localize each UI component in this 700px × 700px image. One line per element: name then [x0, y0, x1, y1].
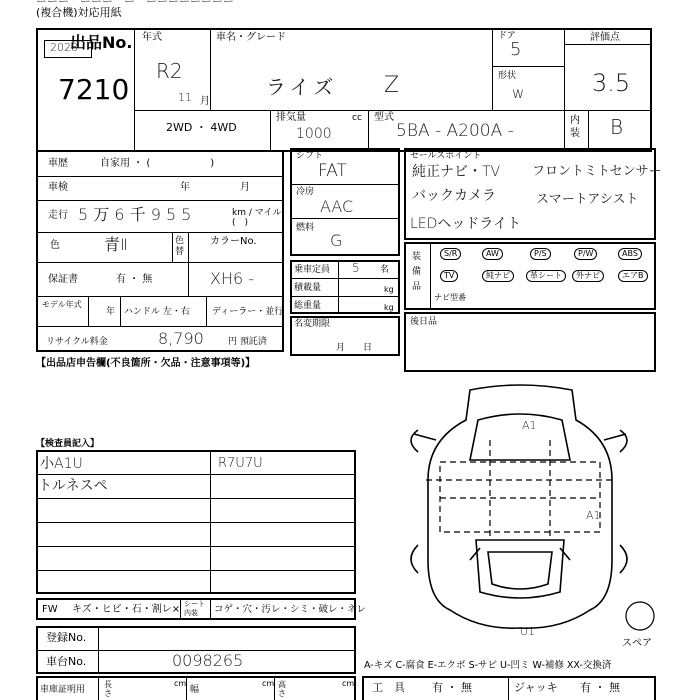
- chassis-value: 0098265: [172, 651, 244, 670]
- reg-label: 登録No.: [46, 631, 87, 644]
- year-label: 年式: [142, 32, 162, 43]
- equip-ext-navi: 外ナビ: [572, 270, 604, 282]
- inspection-label: 車検: [48, 182, 68, 193]
- history-value: 自家用 ・ ( ): [100, 158, 215, 169]
- weight-label: 総重量: [294, 301, 322, 311]
- sales-point-5: LEDヘッドライト: [410, 216, 522, 232]
- weight-unit: kg: [384, 303, 394, 312]
- form-subtitle: (複合機)対応用紙: [36, 6, 122, 19]
- cert-height: 高さ: [278, 680, 286, 698]
- later-items-label: 後日品: [410, 317, 438, 327]
- interior-label: 内装: [570, 115, 580, 139]
- cert-height-unit: cm: [342, 679, 355, 688]
- shift-label: シフト: [296, 151, 324, 161]
- reg-change-label: 名変期限: [294, 319, 331, 329]
- fw-label: FW: [42, 604, 58, 615]
- sales-point-2: フロントミトセンサー: [532, 164, 662, 179]
- ac-value: AAC: [320, 197, 354, 216]
- recycle-value: 8,790: [158, 329, 204, 348]
- diagram-mark-2: A1: [586, 509, 601, 522]
- seat-value: コゲ・穴・汚レ・シミ・破レ・ネレ: [214, 604, 367, 615]
- recycle-unit: 円 預託済: [228, 337, 267, 347]
- ac-label: 冷房: [296, 187, 315, 197]
- model-code-label: 型式: [374, 112, 394, 123]
- name-label: 車名・グレード: [216, 32, 286, 43]
- sales-point-3: バックカメラ: [412, 188, 496, 204]
- history-label: 車歴: [48, 158, 68, 169]
- damage-legend: A-キズ C-腐食 E-エクボ S-サビ U-凹ミ W-補修 XX-交換済: [364, 660, 612, 671]
- load-label: 積載量: [294, 283, 322, 293]
- equip-sr: S/R: [440, 248, 461, 260]
- interior-value: B: [610, 115, 624, 139]
- warranty-label: 保証書: [48, 274, 78, 285]
- cert-length: 長さ: [104, 680, 112, 698]
- color-label: 色: [50, 240, 60, 251]
- grade-value: Z: [384, 73, 400, 98]
- diagram-mark-3: U1: [520, 625, 536, 638]
- top-line: ーーー ーーー ー ーーーーーーーー: [36, 0, 234, 8]
- lot-label: 出品No.: [70, 33, 133, 52]
- mileage-unit: km / マイル ( ): [232, 208, 282, 228]
- year-month: 11: [178, 91, 192, 104]
- tools-label: 工 具: [372, 681, 405, 694]
- color-value: 青Ⅱ: [104, 235, 128, 254]
- capacity-value: 5: [352, 261, 360, 275]
- shift-value: FAT: [318, 161, 347, 181]
- inspector-note-1: 小A1U: [40, 456, 83, 472]
- tools-value: 有 ・ 無: [432, 681, 472, 694]
- score-value: 3.5: [592, 69, 631, 97]
- fuel-value: G: [330, 231, 343, 250]
- equipment-label: 装備品: [412, 252, 422, 292]
- sales-point-1: 純正ナビ・TV: [412, 164, 501, 180]
- seat-label: シート内装: [184, 600, 205, 617]
- capacity-label: 乗車定員: [294, 265, 331, 275]
- mileage-label: 走行: [48, 210, 68, 221]
- chassis-label: 車台No.: [46, 655, 87, 668]
- sales-points-label: セールスポイント: [410, 151, 482, 161]
- jack-label: ジャッキ: [514, 681, 558, 694]
- color-no-value: XH6 -: [210, 269, 255, 288]
- equip-aw: AW: [482, 248, 503, 260]
- inspector-note-right: R7U7U: [218, 456, 263, 471]
- spare-label: スペア: [622, 638, 652, 649]
- handle-value: ハンドル 左・右: [124, 307, 190, 317]
- score-label: 評価点: [590, 32, 620, 43]
- equip-leather: 革シート: [526, 270, 566, 282]
- color-no-label: カラーNo.: [210, 236, 257, 247]
- equip-abs: ABS: [618, 248, 642, 260]
- displacement-label: 排気量: [276, 112, 306, 123]
- recycle-label: リサイクル料金: [46, 337, 108, 347]
- fw-value: キズ・ヒビ・石・割レ×: [72, 604, 181, 615]
- lot-number: 7210: [58, 73, 130, 106]
- doors-label: ドア: [498, 31, 516, 41]
- model-code-value: 5BA - A200A -: [396, 121, 514, 141]
- cert-width-unit: cm: [262, 679, 275, 688]
- shape-label: 形状: [498, 71, 517, 81]
- diagram-mark-1: A1: [522, 419, 537, 432]
- spare-tire-icon: [626, 602, 654, 630]
- inspector-label: 【検査員記入】: [36, 439, 100, 449]
- equip-tv: TV: [440, 270, 458, 282]
- mileage-value: 5 万 6 千 9 5 5: [78, 205, 192, 224]
- warranty-value: 有 ・ 無: [116, 274, 153, 285]
- declaration-label: 【出品店申告欄(不良箇所・欠品・注意事項等)】: [36, 358, 256, 369]
- equip-ps: P/S: [530, 248, 551, 260]
- capacity-unit: 名: [380, 265, 390, 275]
- model-year-value: 年: [106, 307, 116, 317]
- model-year-label: モデル年式: [42, 300, 82, 309]
- jack-value: 有 ・ 無: [580, 681, 620, 694]
- equip-airbag: エアB: [618, 270, 648, 282]
- sales-point-4: スマートアシスト: [536, 192, 639, 207]
- cert-width: 幅: [190, 685, 200, 695]
- load-unit: kg: [384, 285, 394, 294]
- model-name: ライズ: [266, 75, 338, 99]
- equip-navi: 純ナビ: [482, 270, 514, 282]
- drive-options: 2WD ・ 4WD: [166, 121, 237, 134]
- dealer-value: ディーラー・並行: [212, 307, 284, 317]
- displacement-value: 1000: [296, 126, 332, 142]
- equip-pw: P/W: [574, 248, 597, 260]
- year-month-unit: 月: [200, 96, 210, 107]
- fuel-label: 燃料: [296, 223, 315, 233]
- cert-length-unit: cm: [174, 679, 187, 688]
- inspection-value: 年 月: [180, 182, 250, 193]
- doors-value: 5: [510, 39, 522, 60]
- navi-model-label: ナビ型番: [434, 293, 466, 302]
- year-era: R2: [156, 59, 183, 83]
- cert-label: 車庫証明用: [40, 685, 86, 695]
- reg-change-unit: 月 日: [336, 343, 373, 353]
- shape-value: w: [512, 84, 525, 102]
- displacement-unit: cc: [352, 113, 362, 123]
- color-change-label: 色替: [175, 236, 185, 257]
- lot-year-value: 2028: [50, 41, 78, 54]
- inspector-note-2: トルネスペ: [38, 478, 108, 494]
